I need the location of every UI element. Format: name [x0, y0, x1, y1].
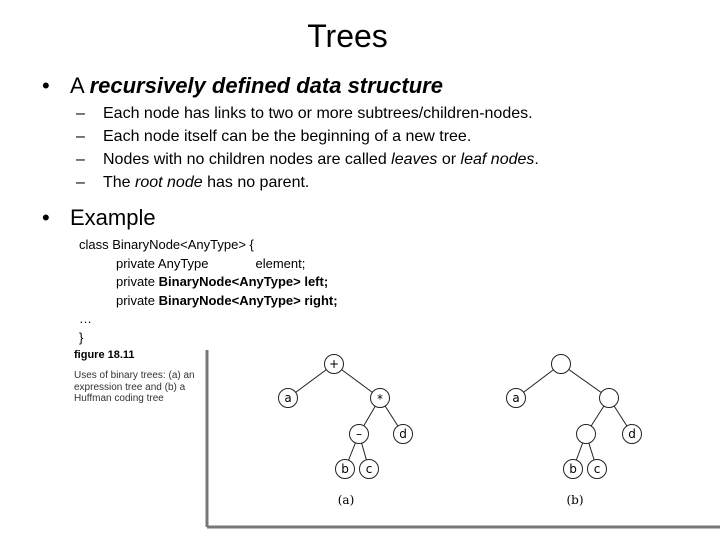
tree-a-node-a: [279, 389, 298, 408]
sub-text: Each node has links to two or more subtrees/children-nodes.: [103, 105, 533, 122]
tree-b-node-inner1: [600, 389, 619, 408]
bullet-prefix: A: [70, 73, 90, 98]
sub-text-em: leaves: [391, 151, 438, 168]
code-part: private: [116, 274, 159, 289]
tree-a-node-b: [336, 460, 355, 479]
sub-text-part: has no parent.: [202, 174, 310, 191]
code-line: …: [79, 311, 92, 326]
svg-text:a: a: [512, 391, 520, 405]
svg-text:–: –: [356, 427, 362, 441]
code-part: element;: [255, 255, 306, 271]
sub-dash: –: [76, 151, 85, 168]
svg-text:*: *: [377, 392, 383, 406]
code-part: BinaryNode<AnyType> right;: [158, 292, 338, 308]
bullet-marker: •: [42, 205, 50, 230]
sub-dash: –: [76, 128, 85, 145]
tree-b-node-a: [507, 389, 526, 408]
tree-a-sublabel: (a): [337, 493, 355, 507]
tree-a-node-minus: [350, 425, 369, 444]
sub-dash: –: [76, 174, 85, 191]
code-part: BinaryNode<AnyType> left;: [158, 274, 329, 289]
bullet-text: Example: [70, 205, 156, 230]
slide-title: Trees: [307, 18, 388, 54]
tree-b-node-b: [564, 460, 583, 479]
svg-text:c: c: [365, 462, 373, 476]
code-part: private AnyType: [116, 255, 209, 271]
figure-label: figure 18.11: [74, 349, 135, 361]
svg-text:+: +: [328, 357, 340, 371]
svg-text:c: c: [593, 462, 601, 476]
svg-text:d: d: [628, 427, 636, 441]
code-part: private: [116, 292, 159, 308]
sub-text-em: leaf nodes: [460, 151, 535, 168]
sub-text-part: or: [437, 151, 461, 168]
tree-b-node-c: [588, 460, 607, 479]
tree-b-node-d: [623, 425, 642, 444]
svg-text:b: b: [341, 462, 349, 476]
sub-text-part: The: [103, 174, 136, 191]
tree-b-node-root: [552, 355, 571, 374]
sub-dash: –: [76, 105, 85, 122]
tree-a-edges: [288, 364, 403, 469]
bullet-emphasis: recursively defined data structure: [89, 73, 443, 98]
tree-a-node-c: [360, 460, 379, 479]
tree-a-node-d: [394, 425, 413, 444]
tree-b-edges: [516, 364, 632, 469]
sub-text: Each node itself can be the beginning of a new tree.: [103, 128, 472, 145]
figure-caption: Uses of binary trees: (a) an expression tree and (b) a Huffman coding tree: [74, 370, 195, 404]
sub-text-em: root node: [135, 174, 203, 191]
sub-text-part: Nodes with no children nodes are called: [103, 151, 392, 168]
tree-b-node-inner2: [577, 425, 596, 444]
sub-text-part: .: [534, 151, 539, 168]
bullet-marker: •: [42, 73, 50, 98]
code-line: }: [79, 329, 84, 345]
tree-b-sublabel: (b): [566, 493, 584, 507]
svg-text:b: b: [569, 462, 577, 476]
svg-text:a: a: [284, 391, 292, 405]
tree-a-node-star: [371, 389, 390, 408]
code-line: class BinaryNode<AnyType> {: [79, 237, 254, 252]
svg-text:d: d: [399, 427, 407, 441]
tree-a-node-root: [325, 355, 344, 374]
